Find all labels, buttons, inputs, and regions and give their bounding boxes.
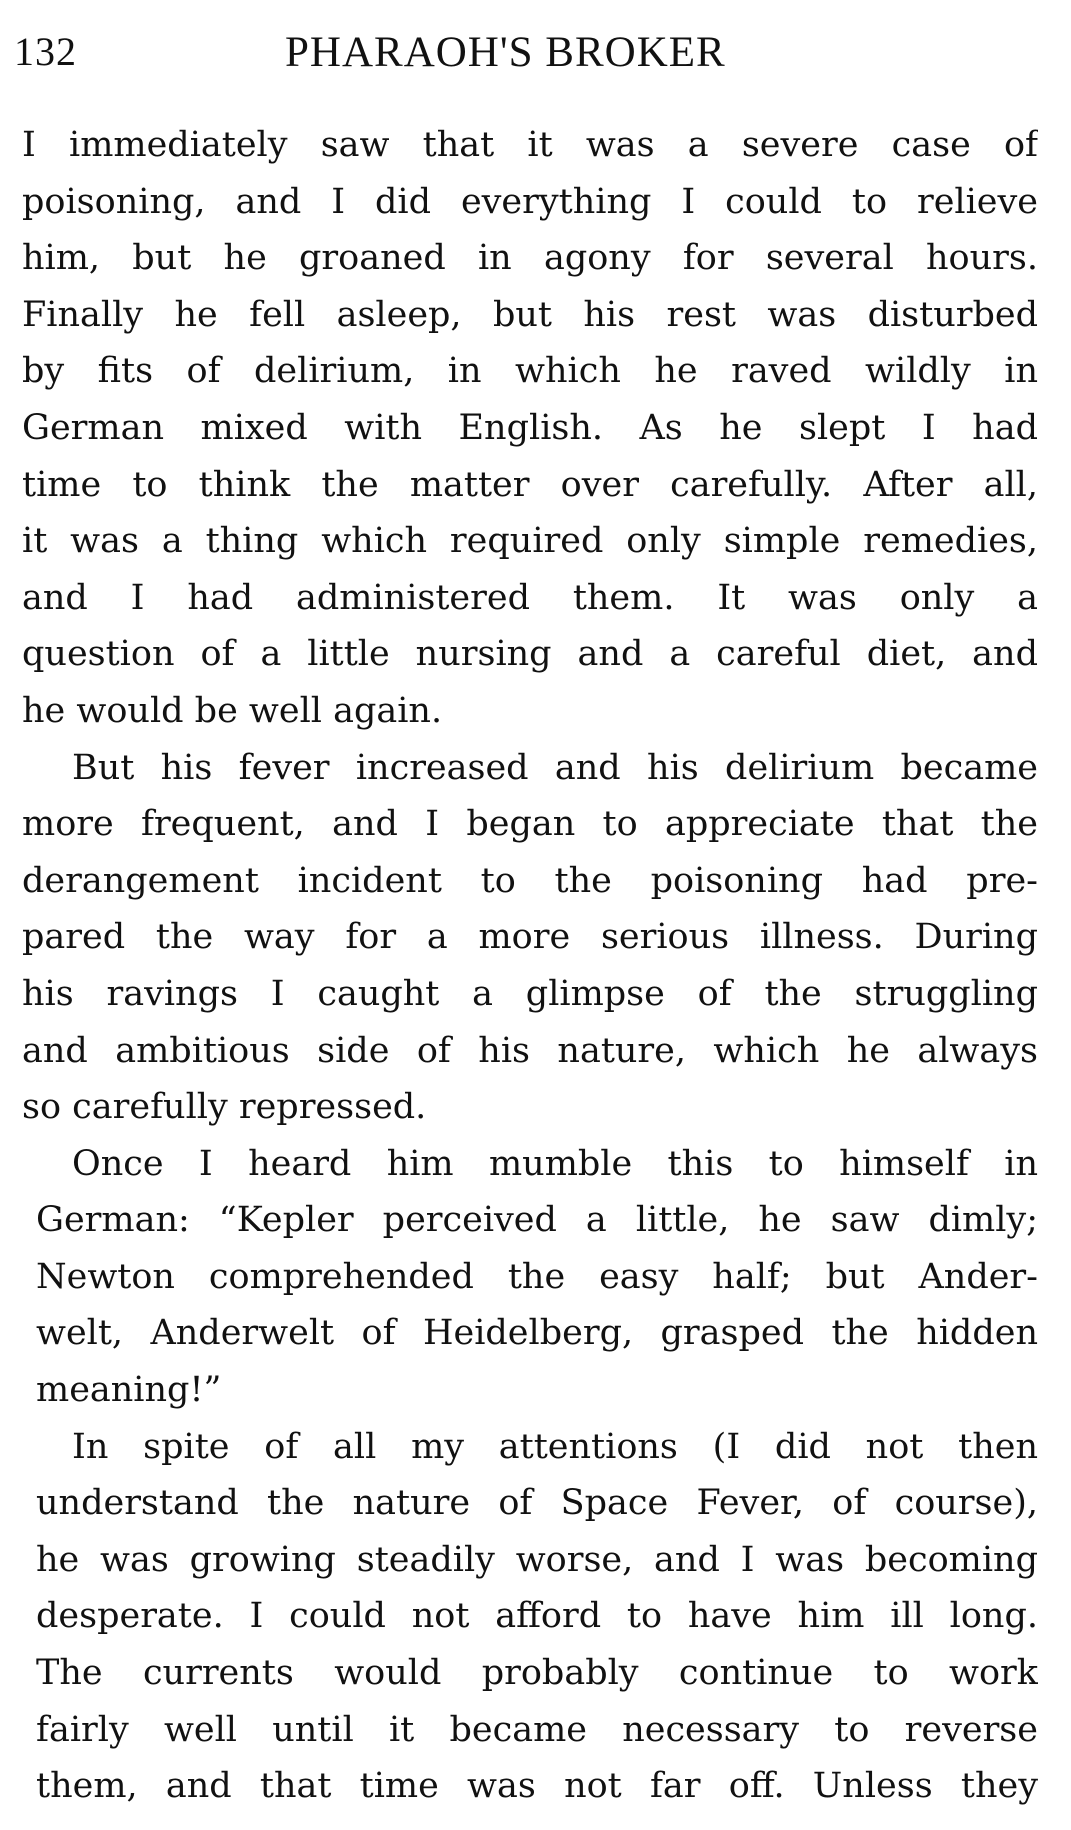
text-line: German mixed with English. As he slept I had — [22, 407, 1038, 448]
page-number: 132 — [14, 29, 77, 74]
text-line: But his fever increased and his delirium became — [72, 747, 1038, 788]
text-line: desperate. I could not afford to have him ill long. — [36, 1596, 1038, 1637]
paragraph-1 — [22, 117, 1038, 740]
text-line: by fits of delirium, in which he raved wildly in — [22, 351, 1038, 392]
text-line: so carefully repressed. — [22, 1087, 427, 1128]
text-line: his ravings I caught a glimpse of the struggling — [22, 973, 1038, 1014]
text-line: welt, Anderwelt of Heidelberg, grasped the hidden — [36, 1313, 1038, 1354]
text-line: Once I heard him mumble this to himself in — [72, 1143, 1038, 1184]
text-line: meaning!” — [36, 1370, 222, 1411]
text-line: derangement incident to the poisoning had pre- — [22, 860, 1038, 901]
body-text — [22, 117, 1038, 1815]
paragraph-2 — [22, 740, 1038, 1136]
text-line: time to think the matter over carefully. After all, — [22, 464, 1038, 505]
text-line: pared the way for a more serious illness. During — [22, 917, 1038, 958]
paragraph-4 — [22, 1419, 1038, 1815]
text-line: poisoning, and I did everything I could to relieve — [22, 181, 1038, 222]
text-line: him, but he groaned in agony for several hours. — [22, 238, 1038, 279]
text-line: and I had administered them. It was only a — [22, 577, 1038, 618]
text-line: Newton comprehended the easy half; but Ander- — [36, 1256, 1038, 1297]
text-line: question of a little nursing and a careful diet, and — [22, 634, 1038, 675]
paragraph-3 — [22, 1136, 1038, 1419]
text-line: he was growing steadily worse, and I was becoming — [36, 1539, 1038, 1580]
text-line: The currents would probably continue to work — [36, 1653, 1038, 1694]
text-line: them, and that time was not far off. Unless they — [36, 1766, 1038, 1807]
text-line: I immediately saw that it was a severe case of — [22, 125, 1038, 165]
running-title: PHARAOH'S BROKER — [285, 29, 726, 76]
running-head — [12, 18, 1052, 88]
text-line: more frequent, and I began to appreciate that the — [22, 804, 1038, 845]
text-line: In spite of all my attentions (I did not then — [72, 1426, 1038, 1467]
text-line: and ambitious side of his nature, which he always — [22, 1030, 1038, 1071]
text-line: Finally he fell asleep, but his rest was disturbed — [22, 294, 1038, 335]
text-line: it was a thing which required only simple remedies, — [22, 521, 1038, 562]
text-line: fairly well until it became necessary to reverse — [36, 1709, 1038, 1750]
text-line: German: “Kepler perceived a little, he saw dimly; — [36, 1200, 1038, 1241]
text-line: he would be well again. — [22, 690, 443, 731]
text-line: understand the nature of Space Fever, of course), — [36, 1483, 1038, 1524]
